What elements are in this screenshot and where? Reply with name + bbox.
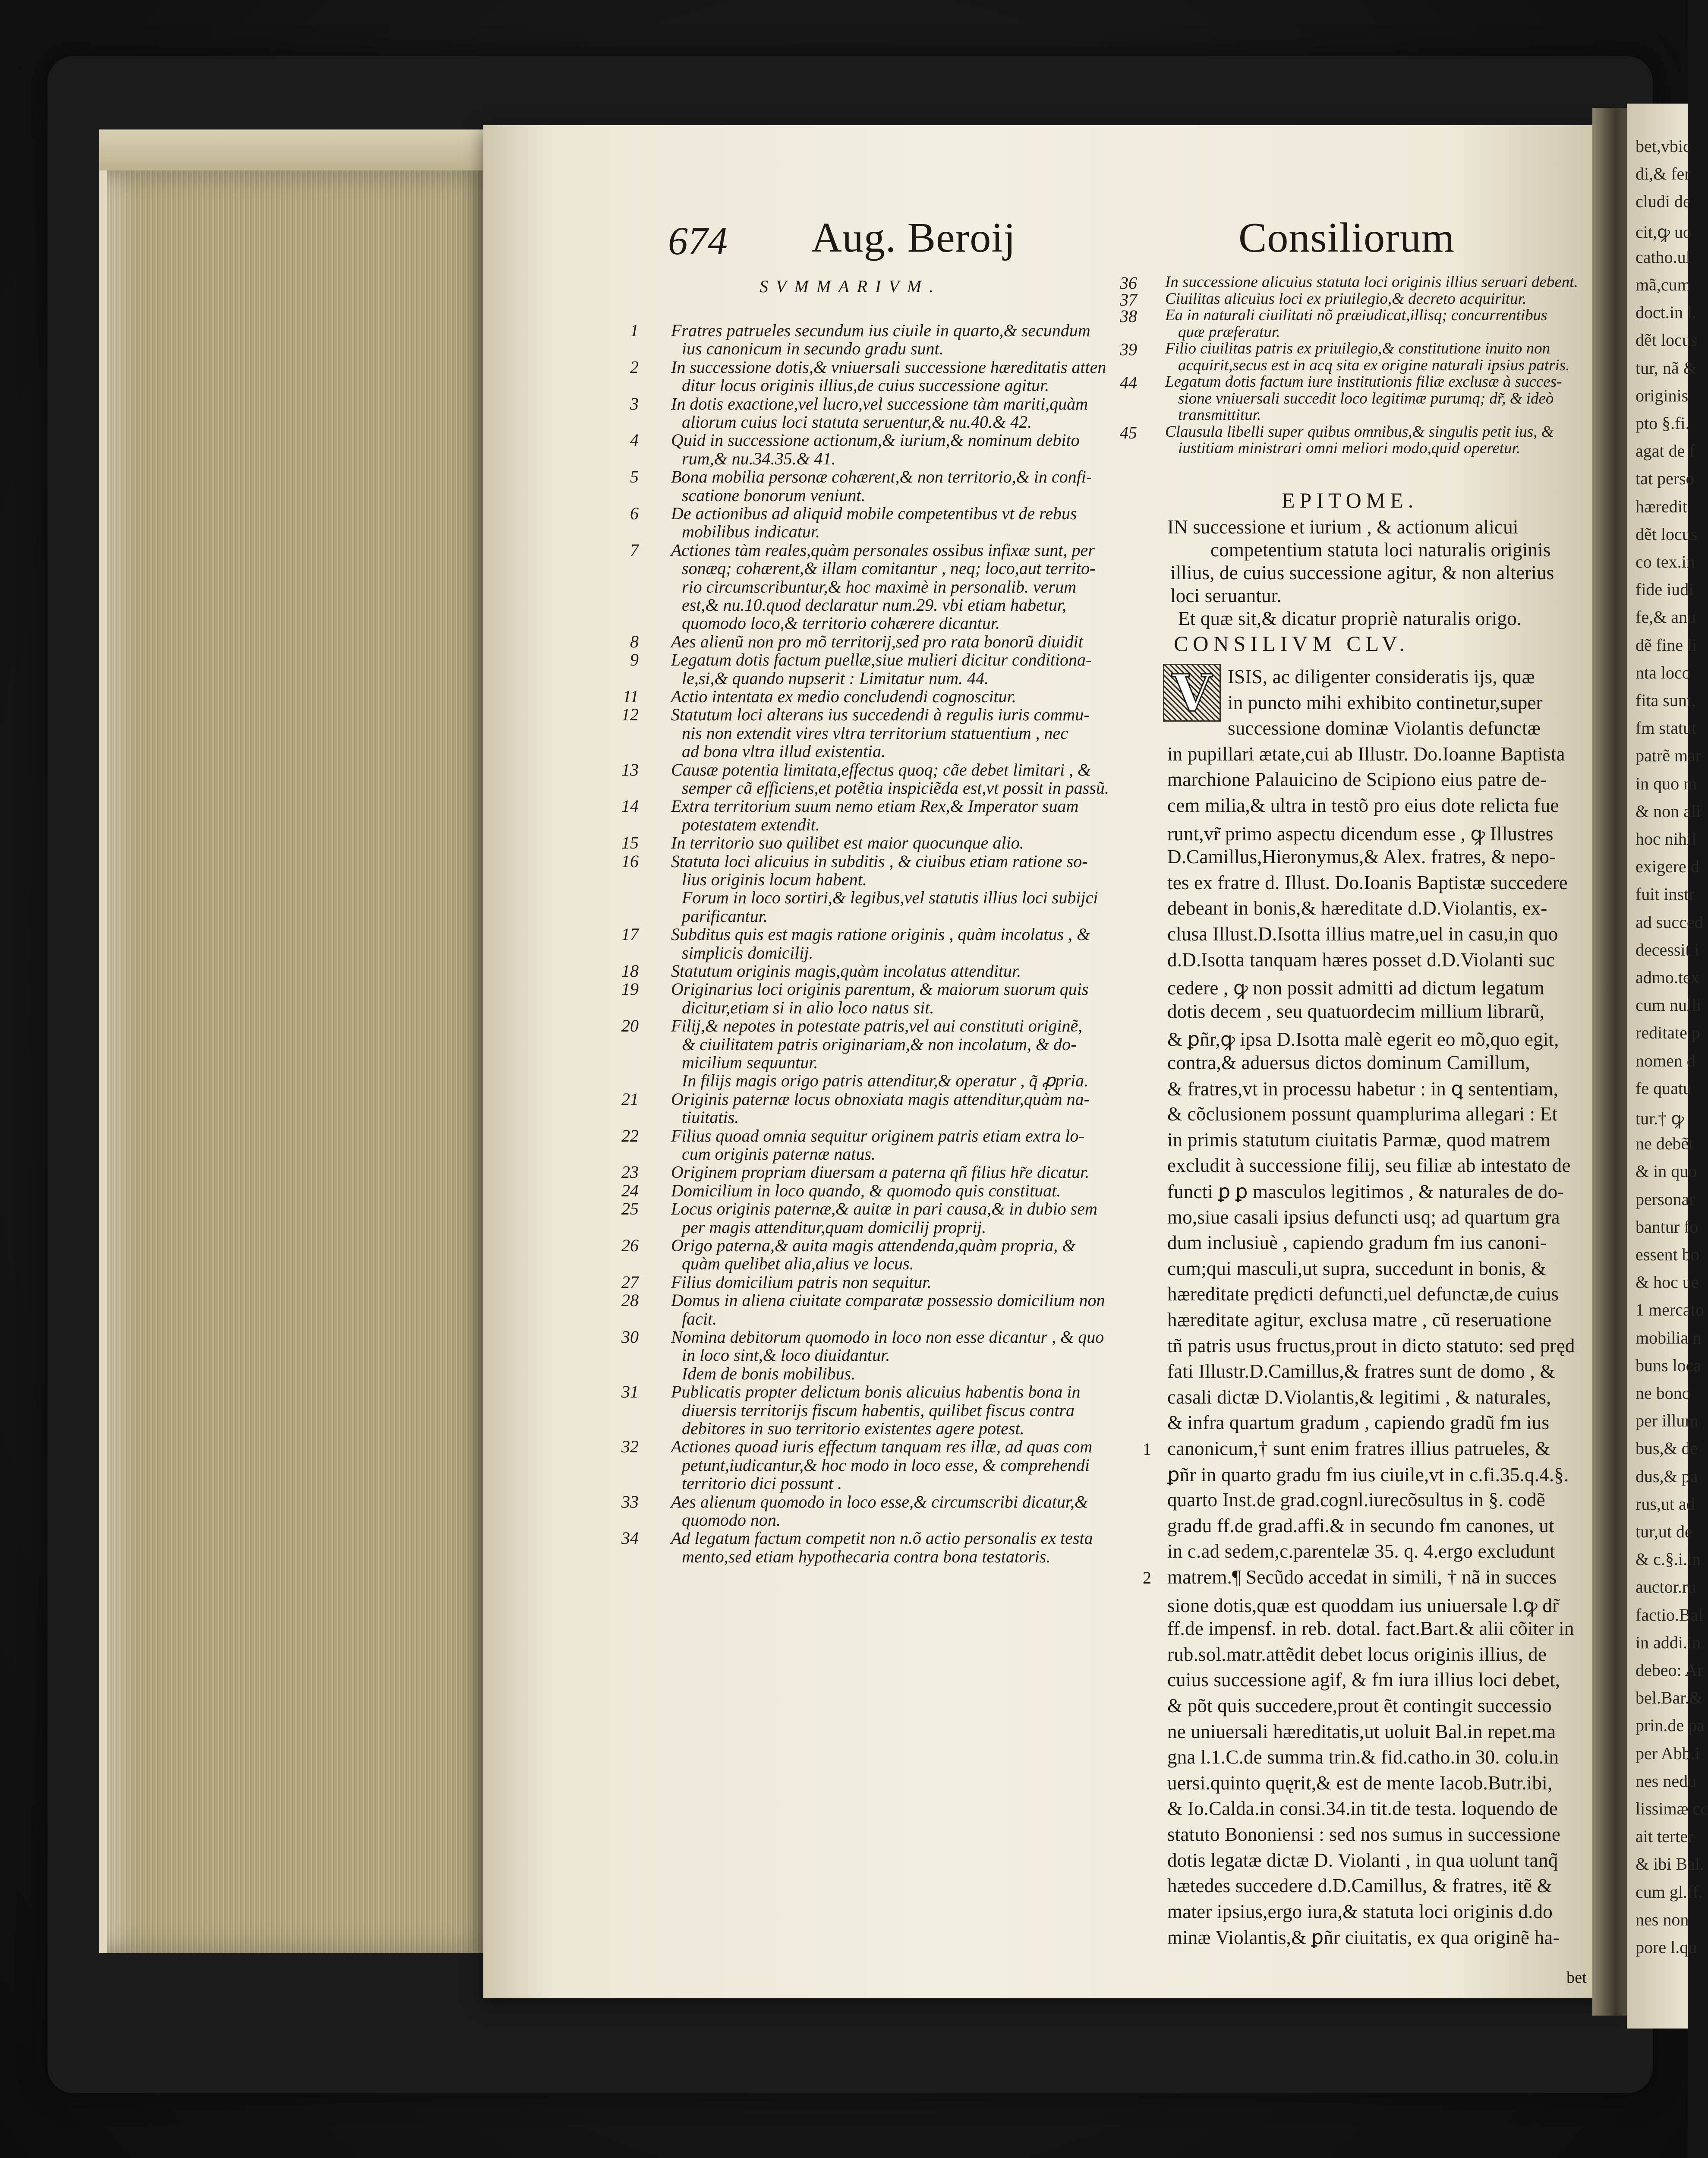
summarium-entry-number: 34 — [621, 1528, 639, 1548]
consilium-line: gradu ff.de grad.affi.& in secundo fm canones, ut — [1167, 1514, 1554, 1536]
consilium-line: cuius successione agif, & fm iura illius loci debet, — [1167, 1669, 1560, 1691]
consilium-line: & infra quartum gradum , capiendo gradũ fm ius — [1167, 1412, 1550, 1434]
next-page-fragment-line: ad succed — [1636, 912, 1703, 932]
next-page-fragment-line: fide iudi — [1636, 580, 1694, 599]
summarium-entry-line: Originarius loci originis parentum, & maiorum suorum quis — [671, 979, 1089, 999]
next-page-fragment-line: tur.† ꝙ — [1636, 1109, 1684, 1128]
next-page-fragment-line: personar — [1636, 1189, 1695, 1209]
summarium-entry-number: 6 — [630, 504, 639, 523]
consilium-line: dotis decem , seu quatuordecim millium librarũ, — [1167, 1000, 1545, 1022]
next-page-fragment-line: fm statut — [1636, 718, 1697, 738]
consilium-line: cum;qui masculi,ut supra, succedunt in bonis, & — [1167, 1257, 1547, 1279]
summarium-entry-number: 22 — [621, 1126, 639, 1145]
next-page-fragment-line: rus,ut ad — [1636, 1494, 1695, 1514]
consilium-line: fati Illustr.D.Camillus,& fratres sunt de domo , & — [1167, 1360, 1555, 1382]
summarium-entry-number: 33 — [621, 1492, 639, 1511]
summarium-entry-number: 18 — [621, 961, 639, 981]
consilium-line: clusa Illust.D.Isotta illius matre,uel in casu,in quo — [1167, 923, 1558, 945]
consilium-line: contra,& aduersus dictos dominum Camillum, — [1167, 1052, 1530, 1073]
next-page-fragment-line: per Abb.i — [1636, 1743, 1700, 1763]
next-page-fragment-line: bus,& de — [1636, 1439, 1698, 1458]
summarium-entry-line: Forum in loco sortiri,& legibus,vel statutis illius loci subijci — [682, 888, 1098, 908]
summarium-entry-number: 4 — [630, 430, 639, 450]
next-page-fragment-line: co tex.in — [1636, 552, 1695, 571]
next-page-fragment-line: fe,& anu — [1636, 607, 1696, 627]
consilium-line: rub.sol.matr.attẽdit debet locus originis illius, de — [1167, 1643, 1547, 1665]
summarium-entry-line: tiuitatis. — [682, 1107, 739, 1127]
consilium-line: sione dotis,quæ est quoddam ius uniuersale l.ꝙ dr̃ — [1167, 1594, 1559, 1616]
summarium-entry-line: Subditus quis est magis ratione originis , quàm incolatus , & — [671, 924, 1090, 944]
consilium-line: ꝑñr in quarto gradu fm ius ciuile,vt in c.fi.35.q.4.§. — [1167, 1464, 1569, 1486]
summarium-entry-line: quàm quelibet alia,alius ve locus. — [682, 1254, 914, 1274]
summarium-entry-number: 21 — [621, 1089, 639, 1109]
next-page-fragment-line: factio.Bal — [1636, 1605, 1703, 1625]
next-page-fragment-line: nomen d — [1636, 1051, 1695, 1070]
next-page-fragment-line: hæredit — [1636, 496, 1687, 516]
summarium-entry-line: De actionibus ad aliquid mobile competentibus vt de rebus — [671, 504, 1077, 523]
next-page-fragment-line: tur,ut de — [1636, 1522, 1692, 1541]
next-page-fragment-line: prin.de pa — [1636, 1716, 1705, 1735]
summarium-entry-number: 11 — [622, 687, 639, 706]
summarium-entry-line: Originis paternæ locus obnoxiata magis attenditur,quàm na- — [671, 1089, 1090, 1109]
next-page-fragment-line: per illum — [1636, 1411, 1699, 1431]
next-page-fragment-line: decessit i — [1636, 940, 1699, 959]
summarium-entry-line: in loco sint,& loco diuidantur. — [682, 1345, 890, 1365]
summarium-entry-line: parificantur. — [682, 906, 768, 926]
running-head-title: Consiliorum — [1238, 215, 1455, 261]
summarium-entry-line: aliorum cuius loci statuta seruentur,& nu.40.& 42. — [682, 412, 1032, 432]
next-page-fragment-line: ne bono — [1636, 1383, 1691, 1403]
summarium-entry-number: 44 — [1120, 373, 1137, 392]
consilium-line: casali dictæ D.Violantis,& legitimi , & naturales, — [1167, 1386, 1551, 1408]
summarium-entry-line: Bona mobilia personæ cohærent,& non territorio,& in confi- — [671, 467, 1092, 487]
summarium-entry-line: quæ præferatur. — [1178, 323, 1280, 341]
consilium-line: marchione Palauicino de Scipiono eius patre de- — [1167, 769, 1547, 791]
next-page-fragment-line: cum gl.ff. — [1636, 1882, 1703, 1902]
next-page-fragment-line: in quo m — [1636, 773, 1697, 793]
summarium-entry-line: Fratres patrueles secundum ius ciuile in quarto,& secundum — [671, 321, 1090, 340]
page-block-top — [99, 129, 488, 177]
next-page-fragment-line: admo.tex — [1636, 968, 1699, 987]
summarium-entry-line: Actiones tàm reales,quàm personales ossibus infixæ sunt, per — [671, 540, 1095, 560]
next-page-fragment-line: & c.§.i.in — [1636, 1549, 1701, 1569]
summarium-entry-number: 9 — [630, 650, 639, 670]
summarium-entry-number: 14 — [621, 796, 639, 816]
consilium-line: excludit à successione filij, seu filiæ ab intestato de — [1167, 1155, 1571, 1177]
summarium-entry-line: rio circumscribuntur,& hoc maximè in personalib. verum — [682, 577, 1076, 596]
summarium-entry-line: simplicis domicilij. — [682, 943, 813, 962]
summarium-entry-number: 45 — [1120, 423, 1137, 442]
consilium-line: & Io.Calda.in consi.34.in tit.de testa. loquendo de — [1167, 1798, 1558, 1820]
summarium-entry-line: Domicilium in loco quando, & quomodo quis constituat. — [671, 1180, 1061, 1200]
summarium-entry-line: semper cã efficiens,et potẽtia inspiciẽda est,vt possit in passũ. — [682, 778, 1109, 798]
summarium-entry-number: 32 — [621, 1437, 639, 1457]
summarium-entry-line: Ciuilitas alicuius loci ex priuilegio,& decreto acquiritur. — [1165, 290, 1527, 308]
summarium-entry-number: 8 — [630, 631, 639, 651]
next-page-fragment-line: fe quatu — [1636, 1078, 1692, 1098]
summarium-entry-line: Extra territorium suum nemo etiam Rex,& Imperator suam — [671, 796, 1079, 816]
consilium-line: tes ex fratre d. Illust. Do.Ioanis Baptistæ succedere — [1167, 871, 1568, 893]
summarium-entry-line: sonæq; cohærent,& illam comitantur , neq; loco,aut territo- — [682, 558, 1096, 578]
summarium-entry-line: In dotis exactione,vel lucro,vel successione tàm mariti,quàm — [671, 394, 1088, 413]
summarium-entry-line: le,si,& quando nupserit : Limitatur num. 44. — [682, 668, 989, 688]
summarium-entry-line: Legatum dotis factum iure institutionis filiæ exclusæ à succes- — [1165, 373, 1562, 391]
next-page-fragment-line: dẽ fine li — [1636, 635, 1697, 655]
consilium-line: & põt quis succedere,prout ẽt contingit successio — [1167, 1695, 1552, 1716]
summarium-entry-line: Domus in aliena ciuitate comparatæ possessio domicilium non — [671, 1290, 1105, 1310]
epitome-line: illius, de cuius successione agitur, & non alterius — [1170, 562, 1554, 584]
consilium-line: ne uniuersali hæreditatis,ut uoluit Bal.in repet.ma — [1167, 1720, 1556, 1742]
summarium-entry-line: lius originis locum habent. — [682, 870, 867, 889]
next-page-fragment-line: agat de f — [1636, 441, 1695, 461]
summarium-entry-line: rum,& nu.34.35.& 41. — [682, 448, 836, 468]
summarium-entry-number: 28 — [621, 1290, 639, 1310]
summarium-entry-line: In successione dotis,& vniuersali successione hæreditatis atten — [671, 357, 1106, 377]
consilium-line: dotis legatæ dictæ D. Violanti , in qua uolunt tanq̃ — [1167, 1849, 1558, 1871]
next-page-fragment-line: in addi.in — [1636, 1632, 1701, 1652]
summarium-entry-line: quomodo loco,& territorio cohærere dicantur. — [682, 613, 1000, 633]
next-page-fragment-line: & hoc ue — [1636, 1272, 1699, 1292]
summarium-entry-line: Causæ potentia limitata,effectus quoq; cãe debet limitari , & — [671, 760, 1091, 779]
summarium-entry-number: 26 — [621, 1236, 639, 1255]
consilium-line: tñ patris usus fructus,prout in dicto statuto: sed pręd — [1167, 1335, 1575, 1357]
summarium-entry-line: Clausula libelli super quibus omnibus,& singulis petit ius, & — [1165, 423, 1554, 441]
consilium-line: successione dominæ Violantis defunctæ — [1228, 717, 1541, 739]
summarium-entry-number: 23 — [621, 1162, 639, 1182]
next-page-fragment-line: bantur fo — [1636, 1217, 1699, 1237]
next-page-fragment-line: ait terter — [1636, 1827, 1694, 1846]
summarium-entry-number: 13 — [621, 760, 639, 779]
summarium-entry-line: Originem propriam diuersam a paterna qñ filius hr̃e dicatur. — [671, 1162, 1090, 1182]
consilium-line: hæreditate agitur, exclusa matre , cũ reseruatione — [1167, 1309, 1552, 1331]
summarium-entry-line: ditur locus originis illius,de cuius successione agitur. — [682, 375, 1049, 395]
summarium-entry-number: 17 — [621, 924, 639, 944]
next-page-fragment-line: auctor.ru — [1636, 1577, 1697, 1597]
consilium-line: d.D.Isotta tanquam hæres posset d.D.Violanti suc — [1167, 949, 1555, 971]
next-page-fragment-line: pto §.fi. — [1636, 413, 1690, 433]
next-page-fragment-line: doct.in l. — [1636, 303, 1697, 322]
summarium-entry-line: quomodo non. — [682, 1510, 781, 1530]
summarium-entry-line: iustitiam ministrari omni meliori modo,quid operetur. — [1178, 439, 1521, 457]
next-page-fragment-line: cum nulli — [1636, 995, 1702, 1015]
next-page-fragment-line: reditate p — [1636, 1023, 1700, 1043]
summarium-entry-line: mento,sed etiam hypothecaria contra bona testatoris. — [682, 1546, 1051, 1566]
consilium-line: hætedes succedere d.D.Camillus, & fratres, itẽ & — [1167, 1875, 1552, 1897]
summarium-entry-line: petunt,iudicantur,& hoc modo in loco esse, & comprehendi — [682, 1455, 1090, 1475]
summarium-entry-line: Filij,& nepotes in potestate patris,vel aui constituti originẽ, — [671, 1016, 1083, 1036]
consilium-line: in c.ad sedem,c.parentelæ 35. q. 4.ergo excludunt — [1167, 1540, 1555, 1562]
next-page-fragment-line: originis — [1636, 385, 1689, 405]
consilium-line: canonicum,† sunt enim fratres illius patrueles, & — [1167, 1438, 1550, 1459]
summarium-entry-line: ius canonicum in secundo gradu sunt. — [682, 339, 944, 359]
consilium-line: & fratres,vt in processu habetur : in ꝗ sententiam, — [1167, 1078, 1559, 1100]
next-page-fragment-line: 1 mercato — [1636, 1300, 1704, 1320]
next-page-fragment-line: dẽt locus — [1636, 330, 1698, 350]
next-page-fragment-line: ne debẽt — [1636, 1134, 1694, 1154]
summarium-entry-line: potestatem extendit. — [682, 814, 820, 834]
summarium-entry-line: micilium sequuntur. — [682, 1053, 818, 1072]
summarium-entry-line: Idem de bonis mobilibus. — [682, 1363, 856, 1383]
summarium-entry-line: In successione alicuius statuta loci originis illius seruari debent. — [1165, 273, 1578, 291]
margin-reference-number: 1 — [1143, 1439, 1151, 1459]
dropcap-initial: V — [1163, 664, 1221, 722]
next-page-fragment-line: essent bo — [1636, 1245, 1699, 1264]
next-page-fragment-line: buns loca — [1636, 1355, 1702, 1375]
summarium-entry-number: 3 — [630, 394, 639, 413]
summarium-entry-line: mobilibus indicatur. — [682, 522, 820, 542]
summarium-entry-number: 7 — [630, 540, 639, 560]
summarium-entry-number: 15 — [621, 833, 639, 853]
consilium-line: cedere , ꝙ non possit admitti ad dictum legatum — [1167, 977, 1545, 999]
consilium-line: in puncto mihi exhibito continetur,super — [1228, 691, 1543, 713]
next-page-fragment-line: cludi de — [1636, 192, 1691, 211]
summarium-entry-number: 38 — [1120, 306, 1137, 326]
epitome-line: IN successione et iurium , & actionum alicui — [1167, 516, 1519, 538]
next-page-fragment-line: & non ali — [1636, 801, 1701, 821]
epitome-heading: EPITOME. — [1282, 488, 1418, 512]
summarium-entry-line: acquirit,secus est in acq sita ex origine naturali ipsius patris. — [1178, 356, 1570, 374]
next-page-fragment-line: bet,vbic — [1636, 136, 1691, 156]
summarium-entry-line: Ea in naturali ciuilitati nõ præiudicat,illisq; concurrentibus — [1165, 306, 1547, 324]
summarium-entry-number: 31 — [621, 1382, 639, 1402]
summarium-entry-line: Filius quoad omnia sequitur originem patris etiam extra lo- — [671, 1126, 1084, 1145]
catchword: bet — [1566, 1969, 1587, 1987]
epitome-line: loci seruantur. — [1170, 585, 1282, 606]
next-page-fragment-line: di,& fer — [1636, 164, 1690, 184]
consilium-line: ISIS, ac diligenter consideratis ijs, quæ — [1228, 666, 1535, 688]
summarium-entry-number: 1 — [630, 321, 639, 340]
summarium-entry-line: cum originis paternæ natus. — [682, 1144, 876, 1164]
summarium-entry-line: territorio dici possunt . — [682, 1473, 842, 1493]
next-page-fragment-line: pore l.qu — [1636, 1937, 1697, 1957]
consilium-line: minæ Violantis,& ꝑñr ciuitatis, ex qua originẽ ha- — [1167, 1927, 1560, 1949]
next-page-fragment-line: fita sunt, — [1636, 691, 1696, 710]
summarium-entry-line: Locus originis paternæ,& auitæ in pari causa,& in dubio sem — [671, 1199, 1097, 1219]
margin-reference-number: 2 — [1143, 1568, 1151, 1587]
consilium-line: matrem.¶ Secũdo accedat in simili, † nã in succes — [1167, 1566, 1557, 1588]
summarium-entry-number: 12 — [621, 705, 639, 725]
summarium-entry-number: 20 — [621, 1016, 639, 1036]
consilium-line: & cõclusionem possunt quamplurima allegari : Et — [1167, 1103, 1558, 1125]
next-page-fragment-line: dẽt locus — [1636, 524, 1698, 544]
summarium-entry-number: 25 — [621, 1199, 639, 1219]
consilium-line: dum inclusiuè , capiendo gradum fm ius canoni- — [1167, 1232, 1547, 1254]
summarium-entry-line: Publicatis propter delictum bonis alicuius habentis bona in — [671, 1382, 1081, 1402]
summarium-entry-number: 27 — [621, 1272, 639, 1292]
summarium-entry-number: 36 — [1120, 273, 1137, 293]
summarium-entry-number: 30 — [621, 1327, 639, 1347]
next-page-fragment-line: catho.ul — [1636, 247, 1691, 267]
summarium-entry-line: ad bona vltra illud existentia. — [682, 741, 886, 761]
summarium-entry-line: diuersis territorijs fiscum habentis, quilibet fiscus contra — [682, 1400, 1075, 1420]
next-page-fragment-line: nes nedu — [1636, 1771, 1697, 1791]
consilium-line: debeant in bonis,& hæreditate d.D.Violantis, ex- — [1167, 897, 1547, 919]
summarium-entry-number: 24 — [621, 1180, 639, 1200]
summarium-entry-line: per magis attenditur,quam domicilij proprij. — [682, 1217, 986, 1237]
consilium-line: gna l.1.C.de summa trin.& fid.catho.in 30. colu.in — [1167, 1746, 1559, 1768]
book-gutter — [1592, 108, 1631, 2016]
summarium-entry-line: facit. — [682, 1309, 717, 1328]
summarium-entry-number: 16 — [621, 851, 639, 871]
summarium-entry-line: Statutum loci alterans ius succedendi à regulis iuris commu- — [671, 705, 1090, 725]
consilium-line: statuto Bononiensi : sed nos sumus in successione — [1167, 1824, 1561, 1845]
next-page-fragment-line: & in quo — [1636, 1161, 1697, 1181]
summarium-entry-line: Legatum dotis factum puellæ,siue mulieri dicitur conditiona- — [671, 650, 1092, 670]
summarium-entry-line: Statuta loci alicuius in subditis , & ciuibus etiam ratione so- — [671, 851, 1088, 871]
consilium-line: mater ipsius,ergo iura,& statuta loci originis d.do — [1167, 1900, 1553, 1922]
summarium-entry-line: In territorio suo quilibet est maior quocunque alio. — [671, 833, 1024, 853]
summarium-entry-number: 19 — [621, 979, 639, 999]
summarium-entry-line: debitores in suo territorio existentes agere potest. — [682, 1419, 1024, 1438]
summarium-entry-line: Filio ciuilitas patris ex priuilegio,& constitutione inuito non — [1165, 340, 1550, 357]
consilium-line: functi ꝑ ꝑ masculos legitimos , & naturales de do- — [1167, 1181, 1564, 1202]
consilium-line: ff.de impensf. in reb. dotal. fact.Bart.& alii cõiter in — [1167, 1618, 1574, 1640]
summarium-entry-line: Quid in successione actionum,& iurium,& nominum debito — [671, 430, 1080, 450]
summarium-entry-line: Actio intentata ex medio concludendi cognoscitur. — [671, 687, 1016, 706]
summarium-entry-line: nis non extendit vires vltra territorium statuentium , nec — [682, 723, 1068, 743]
summarium-entry-line: est,& nu.10.quod declaratur num.29. vbi etiam habetur, — [682, 595, 1067, 615]
summarium-heading: SVMMARIVM. — [759, 277, 942, 296]
next-page-fragment-line: tat perso — [1636, 469, 1695, 489]
page-folio: 674 — [668, 219, 728, 263]
consilium-line: cem milia,& ultra in testõ pro eius dote relicta fue — [1167, 795, 1559, 816]
summarium-entry-line: & ciuilitatem patris originariam,& non incolatum, & do- — [682, 1034, 1077, 1054]
consilium-line: runt,vr̃ primo aspectu dicendum esse , ꝙ Illustres — [1167, 823, 1554, 845]
summarium-entry-line: Statutum originis magis,quàm incolatus attenditur. — [671, 961, 1021, 981]
next-page-fragment-line: nes non — [1636, 1909, 1689, 1929]
summarium-entry-number: 2 — [630, 357, 639, 377]
next-page-fragment-line: bel.Bar.& — [1636, 1688, 1703, 1708]
summarium-entry-number: 39 — [1120, 340, 1137, 359]
page-block-edge — [99, 170, 495, 1953]
summarium-entry-number: 5 — [630, 467, 639, 487]
next-page-fragment-line: cit,ꝙ uo — [1636, 222, 1692, 242]
summarium-entry-line: Filius domicilium patris non sequitur. — [671, 1272, 932, 1292]
summarium-entry-line: In filijs magis origo patris attenditur,& operatur , q̃ ꝓpria. — [682, 1071, 1089, 1091]
consilium-line: uersi.quinto quęrit,& est de mente Iacob.Butr.ibi, — [1167, 1772, 1553, 1794]
consilium-line: quarto Inst.de grad.cognl.iurecõsultus in §. codẽ — [1167, 1489, 1545, 1511]
consilium-line: & ꝑñr,ꝙ ipsa D.Isotta malè egerit eo mõ,quo egit, — [1167, 1029, 1559, 1051]
next-page-fragment-line: tur, nã & — [1636, 358, 1697, 378]
consilium-line: in pupillari ætate,cui ab Illustr. Do.Ioanne Baptista — [1167, 743, 1565, 765]
next-page-fragment-line: patrẽ mar — [1636, 746, 1702, 766]
summarium-entry-line: Nomina debitorum quomodo in loco non esse dicantur , & quo — [671, 1327, 1104, 1347]
consilium-line: mo,siue casali ipsius defuncti usq; ad quartum gra — [1167, 1206, 1560, 1228]
summarium-entry-line: Aes alienũ non pro mõ territorij,sed pro rata bonorũ diuidit — [671, 631, 1083, 651]
summarium-entry-line: transmittitur. — [1178, 406, 1261, 424]
next-page-fragment-line: & ibi Bal. — [1636, 1854, 1704, 1874]
consilium-line: D.Camillus,Hieronymus,& Alex. fratres, & nepo- — [1167, 846, 1556, 868]
next-page-fragment-line: hoc nihil — [1636, 829, 1697, 849]
summarium-entry-line: Actiones quoad iuris effectum tanquam res illæ, ad quas com — [671, 1437, 1093, 1457]
consilium-line: hæreditate prędicti defuncti,uel defunctæ,de cuius — [1167, 1283, 1559, 1305]
summarium-entry-line: Origo paterna,& auita magis attendenda,quàm propria, & — [671, 1236, 1076, 1255]
next-page-fragment-line: mã,cum — [1636, 275, 1691, 294]
next-page-fragment-line: mobilia n — [1636, 1328, 1702, 1347]
next-page-fragment-line: nta loco — [1636, 663, 1691, 682]
epitome-line: competentium statuta loci naturalis originis — [1210, 539, 1551, 561]
next-page-fragment-line: fuit instr — [1636, 884, 1695, 904]
summarium-entry-line: Aes alienum quomodo in loco esse,& circumscribi dicatur,& — [671, 1492, 1088, 1511]
consilium-heading: CONSILIVM CLV. — [1174, 631, 1409, 656]
summarium-entry-line: sione vniuersali succedit loco legitimæ purumq; dr̃, & ideò — [1178, 389, 1554, 407]
summarium-entry-line: dicitur,etiam si in alio loco natus sit. — [682, 997, 934, 1017]
consilium-line: in primis statutum ciuitatis Parmæ, quod matrem — [1167, 1129, 1551, 1151]
next-page-fragment-line: lissimæ cc — [1636, 1799, 1708, 1818]
next-page-fragment-line: dus,& pa — [1636, 1466, 1698, 1486]
next-page-fragment-line: exigere d — [1636, 857, 1699, 877]
running-head-author: Aug. Beroij — [811, 215, 1016, 261]
epitome-line: Et quæ sit,& dicatur propriè naturalis origo. — [1178, 608, 1522, 629]
summarium-entry-number: 37 — [1120, 290, 1137, 309]
next-page-fragment-line: debeo: Ar — [1636, 1660, 1703, 1680]
summarium-entry-line: Ad legatum factum competit non n.õ actio personalis ex testa — [671, 1528, 1093, 1548]
summarium-entry-line: scatione bonorum veniunt. — [682, 485, 866, 505]
